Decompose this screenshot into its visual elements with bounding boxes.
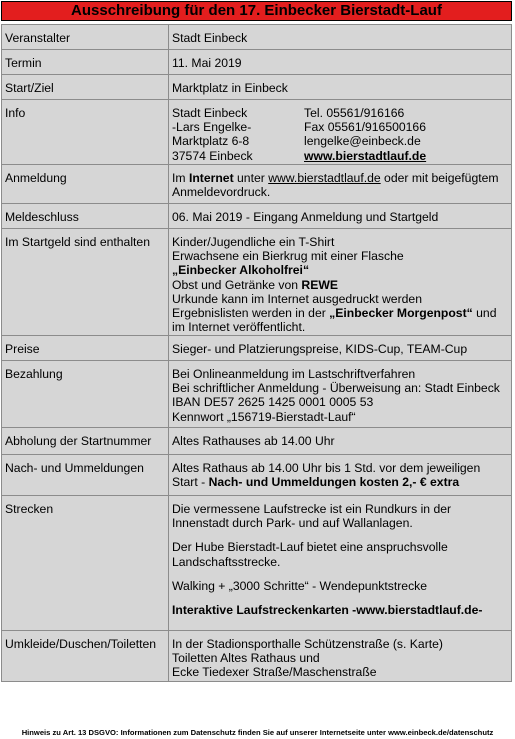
value-bezahlung bbox=[169, 361, 512, 428]
text-line: Bei schriftlicher Anmeldung - Überweisung an: Stadt Einbeck bbox=[172, 381, 500, 396]
value-veranstalter: Stadt Einbeck bbox=[169, 25, 512, 50]
table-row bbox=[2, 361, 512, 428]
value-nachmeldung bbox=[169, 455, 512, 496]
table-row bbox=[2, 75, 512, 100]
spacer bbox=[172, 593, 508, 603]
text-bold: REWE bbox=[301, 277, 338, 292]
spacer bbox=[172, 530, 508, 540]
table-row bbox=[2, 229, 512, 336]
value-termin: 11. Mai 2019 bbox=[169, 50, 512, 75]
value-umkleide bbox=[169, 631, 512, 682]
table-row bbox=[2, 336, 512, 361]
table-row bbox=[2, 204, 512, 229]
value-abholung: Altes Rathauses ab 14.00 Uhr bbox=[169, 428, 512, 455]
label-veranstalter: Veranstalter bbox=[2, 25, 169, 50]
table-row bbox=[2, 455, 512, 496]
value-startgeld bbox=[169, 229, 512, 336]
spacer bbox=[172, 569, 508, 579]
text-line: Kennwort „156719-Bierstadt-Lauf“ bbox=[172, 409, 356, 424]
text-paragraph: Der Hube Bierstadt-Lauf bietet eine anspruchsvolle Landschaftsstrecke. bbox=[172, 540, 448, 569]
website-link[interactable]: www.bierstadtlauf.de bbox=[304, 148, 427, 163]
contact-line: Stadt Einbeck bbox=[172, 106, 248, 120]
text-part: Ergebnislisten werden in der bbox=[172, 306, 330, 321]
label-abholung: Abholung der Startnummer bbox=[2, 428, 169, 455]
page-title: Ausschreibung für den 17. Einbecker Bierstadt-Lauf bbox=[1, 1, 512, 21]
text-part: oder mit beigefügtem Anmeldevordruck. bbox=[172, 171, 499, 200]
text-part: unter bbox=[233, 171, 269, 185]
label-anmeldung: Anmeldung bbox=[2, 165, 169, 204]
label-termin: Termin bbox=[2, 50, 169, 75]
value-info bbox=[169, 100, 512, 165]
table-row bbox=[2, 100, 512, 165]
info-table bbox=[1, 24, 512, 682]
text-part: Im bbox=[172, 171, 189, 185]
label-info: Info bbox=[2, 100, 169, 165]
text-line: Kinder/Jugendliche ein T-Shirt bbox=[172, 235, 335, 249]
contact-line: Marktplatz 6-8 bbox=[172, 134, 250, 149]
label-startgeld: Im Startgeld sind enthalten bbox=[2, 229, 169, 336]
label-preise: Preise bbox=[2, 336, 169, 361]
map-link-text: Interaktive Laufstreckenkarten -www.bierstadtlauf.de- bbox=[172, 603, 483, 618]
label-bezahlung: Bezahlung bbox=[2, 361, 169, 428]
text-part: Obst und Getränke von bbox=[172, 277, 302, 292]
label-nachmeldung: Nach- und Ummeldungen bbox=[2, 455, 169, 496]
value-preise: Sieger- und Platzierungspreise, KIDS-Cup, TEAM-Cup bbox=[169, 336, 512, 361]
table-row bbox=[2, 165, 512, 204]
table-row bbox=[2, 25, 512, 50]
contact-line: -Lars Engelke- bbox=[172, 120, 252, 135]
text-part: und im Internet veröffentlicht. bbox=[172, 306, 497, 335]
privacy-note: Hinweis zu Art. 13 DSGVO: Informationen zum Datenschutz finden Sie auf unserer Internetseite unter www.einbeck.de/datenschutz bbox=[21, 728, 494, 737]
text-line: Erwachsene ein Bierkrug mit einer Flasche bbox=[172, 249, 404, 264]
text-line: Ecke Tiedexer Straße/Maschenstraße bbox=[172, 665, 377, 680]
text-line: In der Stadionsporthalle Schützenstraße (s. Karte) bbox=[172, 637, 443, 651]
text-line bbox=[172, 306, 508, 334]
iban-line: IBAN DE57 2625 1425 0001 0005 53 bbox=[172, 395, 374, 410]
contact-phone: Tel. 05561/916166 bbox=[304, 106, 405, 120]
value-start: Marktplatz in Einbeck bbox=[169, 75, 512, 100]
table-row bbox=[2, 631, 512, 682]
label-umkleide: Umkleide/Duschen/Toiletten bbox=[2, 631, 169, 682]
text-paragraph: Die vermessene Laufstrecke ist ein Rundkurs in der Innenstadt durch Park- und auf Wallanlagen. bbox=[172, 502, 452, 531]
text-line: Toiletten Altes Rathaus und bbox=[172, 651, 320, 666]
contact-fax: Fax 05561/916500166 bbox=[304, 120, 426, 135]
contact-line: 37574 Einbeck bbox=[172, 148, 253, 163]
text-line: Bei Onlineanmeldung im Lastschriftverfahren bbox=[172, 367, 416, 381]
contact-email: lengelke@einbeck.de bbox=[304, 134, 421, 149]
label-strecken: Strecken bbox=[2, 496, 169, 631]
text-line: „Einbecker Alkoholfrei“ bbox=[172, 263, 310, 278]
value-strecken bbox=[169, 496, 512, 631]
text-paragraph: Walking + „3000 Schritte“ - Wendepunktstrecke bbox=[172, 578, 428, 593]
value-anmeldung bbox=[169, 165, 512, 204]
label-meldeschluss: Meldeschluss bbox=[2, 204, 169, 229]
text-bold: Nach- und Ummeldungen kosten 2,- € extra bbox=[208, 475, 460, 490]
text-bold: Internet bbox=[188, 171, 234, 185]
text-line: Urkunde kann im Internet ausgedruckt werden bbox=[172, 291, 422, 306]
label-start: Start/Ziel bbox=[2, 75, 169, 100]
table-row bbox=[2, 496, 512, 631]
text-bold: „Einbecker Morgenpost“ bbox=[329, 306, 473, 321]
text-line bbox=[172, 278, 508, 292]
table-row bbox=[2, 428, 512, 455]
table-row bbox=[2, 50, 512, 75]
value-meldeschluss: 06. Mai 2019 - Eingang Anmeldung und Startgeld bbox=[169, 204, 512, 229]
contact-block bbox=[172, 106, 508, 163]
registration-link[interactable]: www.bierstadtlauf.de bbox=[268, 171, 381, 185]
text-part: Altes Rathaus ab 14.00 Uhr bis 1 Std. vor dem jeweiligen Start - bbox=[172, 461, 481, 490]
